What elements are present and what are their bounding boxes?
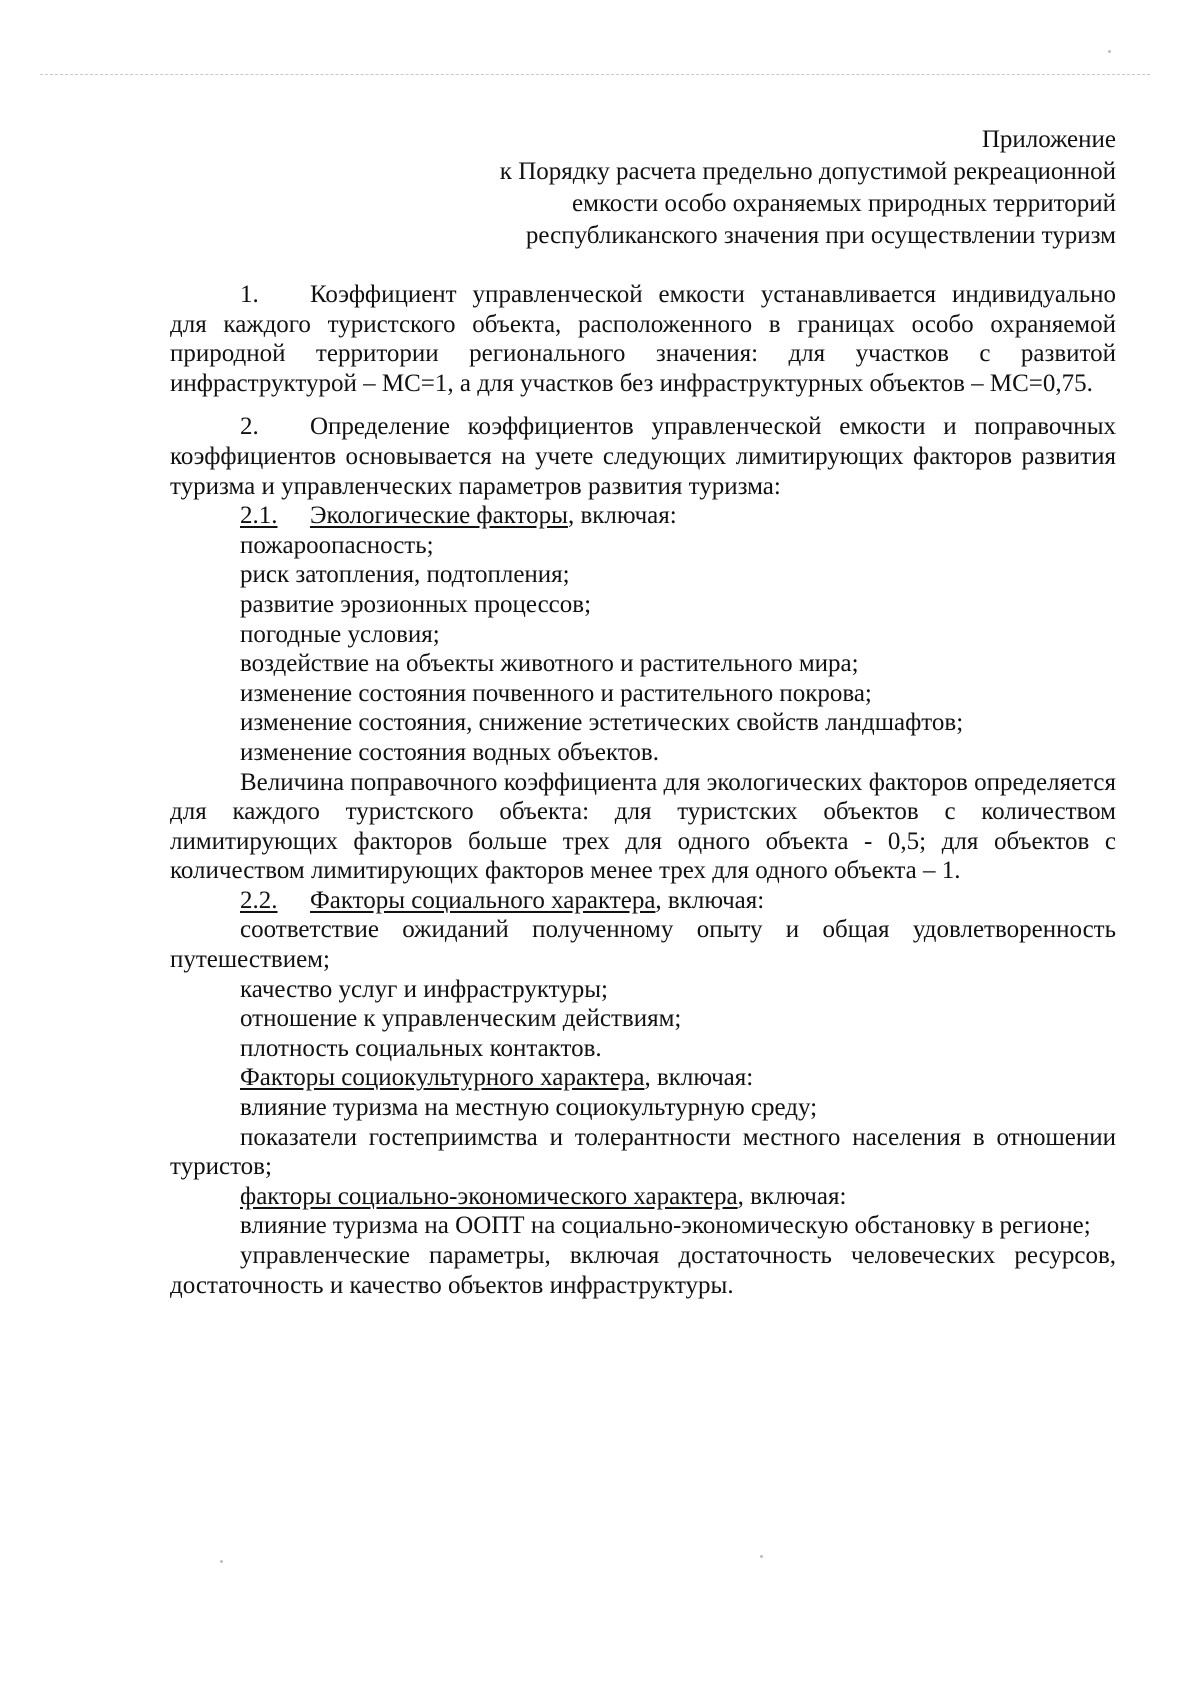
appendix-header [356,124,1116,252]
section-title: факторы социально-экономического характера [240,1182,738,1210]
list-item: изменение состояния почвенного и растительного покрова; [240,679,872,707]
section-suffix: , включая: [567,502,677,530]
section-title: Факторы социокультурного характера [240,1064,645,1092]
list-item: влияние туризма на ООПТ на социально-экономическую обстановку в регионе; [240,1212,1091,1240]
list-item: показатели гостеприимства и толерантности местного населения в отношении туристов; [170,1123,1116,1181]
scan-artifact-dot [1108,50,1111,53]
list-item: плотность социальных контактов. [240,1034,602,1062]
header-line: емкости особо охраняемых природных территорий [571,190,1116,217]
section-suffix: , включая: [737,1182,847,1210]
paragraph-number: 2. [240,413,259,441]
list-item: пожароопасность; [240,531,434,559]
paragraph-1 [170,280,1116,398]
list-item: изменение состояния, снижение эстетических свойств ландшафтов; [240,709,964,737]
sociocultural-heading [170,1063,1116,1093]
section-title: Факторы социального характера [310,886,656,914]
paragraph-2 [170,412,1116,501]
paragraph-text: Коэффициент управленческой емкости устанавливается индивидуально для каждого туристского объекта, расположенного в границах особо охраняемой природной территории регионального значения: для участков с развитой инфраструктурой – МС=1, а для участков без инфраструктурных объектов – МС=0,75. [170,281,1116,397]
ecological-note: Величина поправочного коэффициента для экологических факторов определяется для каждого туристского объекта: для туристских объектов с количеством лимитирующих факторов больше трех для одного объекта - 0,5; для объектов с количеством лимитирующих факторов менее трех для одного объекта – 1. [170,768,1116,885]
section-suffix: , включая: [644,1064,754,1092]
paragraph-number: 1. [240,281,259,308]
scan-artifact-dot [220,1560,223,1563]
list-item: риск затопления, подтопления; [240,561,570,589]
paragraph-text: Определение коэффициентов управленческой емкости и поправочных коэффициентов основывается на учете следующих лимитирующих факторов развития туризма и управленческих параметров развития туризма: [170,413,1116,500]
section-heading-2-2 [170,886,1116,916]
section-number: 2.1. [240,502,278,530]
socioeconomic-heading [170,1182,1116,1212]
list-item: влияние туризма на местную социокультурную среду; [240,1094,818,1122]
document-body [170,280,1116,1300]
section-number: 2.2. [240,886,278,914]
list-item: соответствие ожиданий полученному опыту и общая удовлетворенность путешествием; [170,916,1116,974]
scan-artifact-line [40,74,1150,75]
header-line: Приложение [981,126,1116,153]
list-item: погодные условия; [240,620,440,648]
list-item: отношение к управленческим действиям; [240,1005,682,1033]
list-item: качество услуг и инфраструктуры; [240,975,608,1003]
header-line: республиканского значения при осуществлении туризм [525,222,1116,249]
list-item: воздействие на объекты животного и растительного мира; [240,650,859,678]
list-item: развитие эрозионных процессов; [240,590,592,618]
section-heading-2-1 [170,501,1116,531]
list-item: управленческие параметры, включая достаточность человеческих ресурсов, достаточность и качество объектов инфраструктуры. [170,1242,1116,1299]
header-line: к Порядку расчета предельно допустимой рекреационной [499,158,1116,185]
section-suffix: , включая: [655,886,765,914]
scan-artifact-dot [760,1555,763,1558]
section-title: Экологические факторы [310,502,568,530]
list-item: изменение состояния водных объектов. [240,738,659,766]
